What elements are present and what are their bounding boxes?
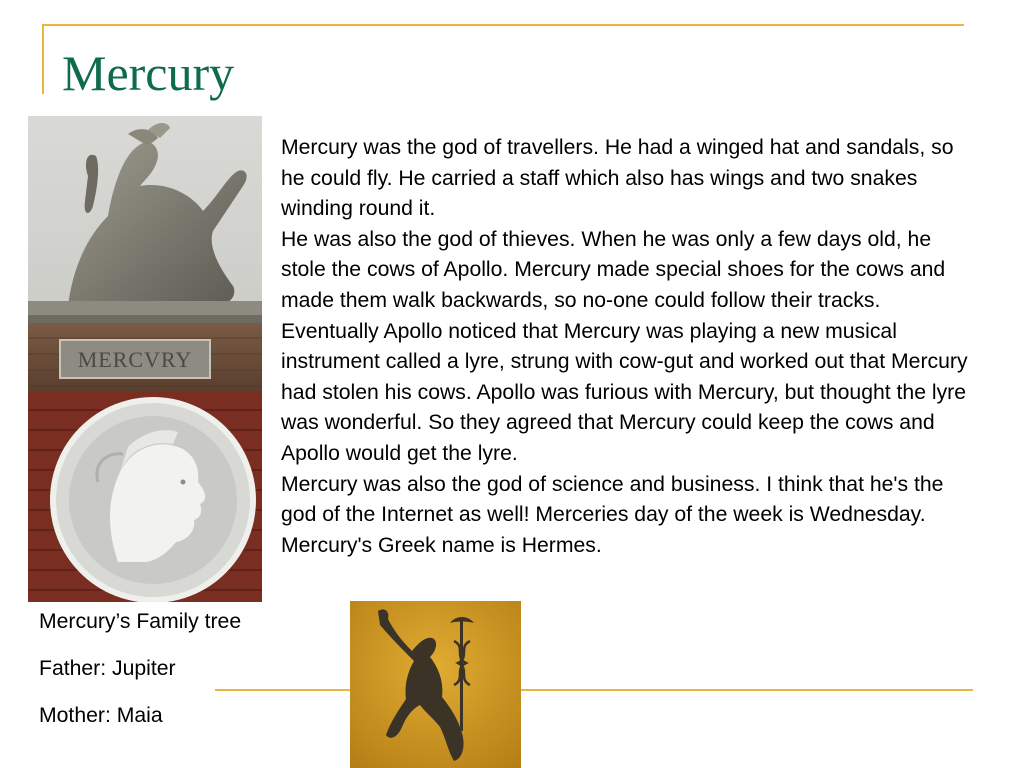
body-paragraph-science: Mercury was also the god of science and business. I think that he's the god of the Internet as well! Merceries day of the week is Wednesday. Mercury's Greek name is Hermes.	[281, 472, 944, 557]
family-tree	[39, 608, 241, 749]
family-tree-mother: Mother: Maia	[39, 704, 163, 727]
slide-title: Mercury	[62, 45, 235, 101]
bronze-statue-photo	[350, 601, 521, 768]
left-accent-bar	[42, 24, 44, 94]
plaque-text: MERCVRY	[77, 347, 193, 372]
medallion-photo	[28, 392, 262, 602]
bottom-accent-line	[215, 689, 973, 691]
top-accent-line	[42, 24, 964, 26]
statue-photo	[28, 116, 262, 392]
body-paragraph-thieves: He was also the god of thieves. When he was only a few days old, he stole the cows of Apollo. Mercury made special shoes for the cows and made them walk backwards, so no-one could follow their tracks. Eventually Apollo noticed that Mercury was playing a new musical instrument called a lyre, strung with cow-gut and worked out that Mercury had stolen his cows. Apollo was furious with Mercury, but thought the lyre was wonderful. So they agreed that Mercury could keep the cows and Apollo would get the lyre.	[281, 227, 968, 465]
body-text	[281, 133, 981, 561]
family-tree-heading: Mercury’s Family tree	[39, 610, 242, 633]
family-tree-father: Father: Jupiter	[39, 657, 176, 680]
body-paragraph-travellers: Mercury was the god of travellers. He had a winged hat and sandals, so he could fly. He carried a staff which also has wings and two snakes winding round it.	[281, 136, 954, 221]
